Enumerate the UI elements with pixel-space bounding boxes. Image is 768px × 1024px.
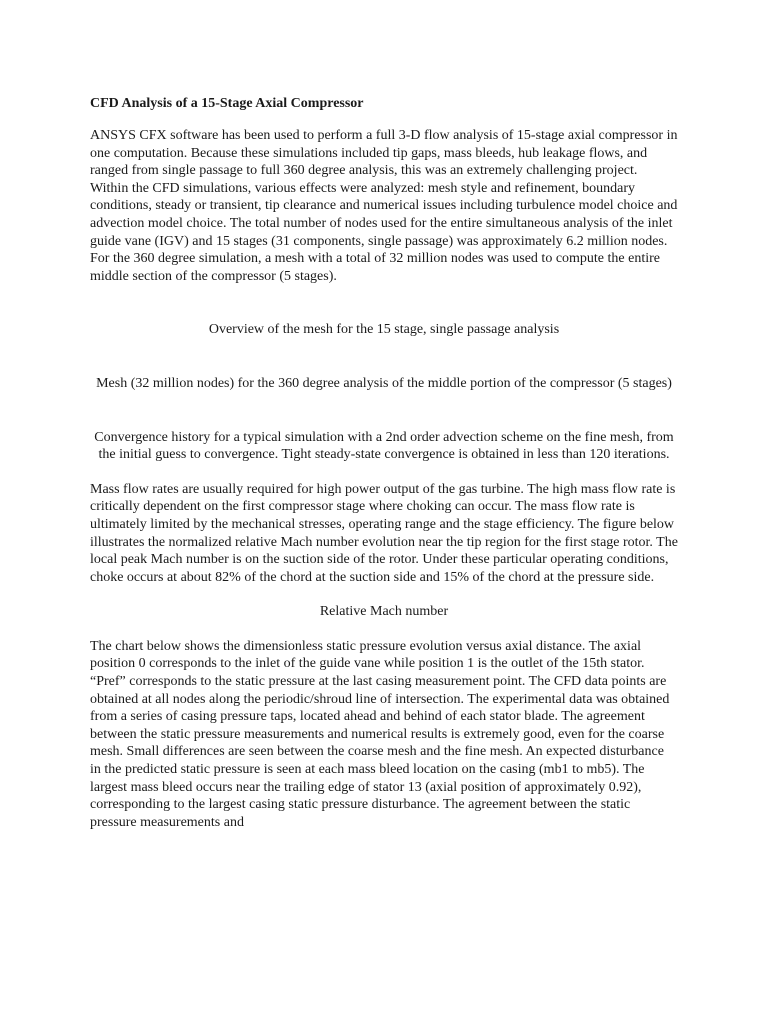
caption-mesh-overview: Overview of the mesh for the 15 stage, single passage analysis: [208, 322, 560, 338]
figure-gap: [90, 393, 678, 429]
figure-gap: [90, 586, 678, 603]
document-title: CFD Analysis of a 15-Stage Axial Compressor: [90, 96, 364, 111]
paragraph-gap: [90, 464, 678, 481]
mass-flow-paragraph: Mass flow rates are usually required for high power output of the gas turbine. The high mass flow rate is critically dependent on the first compressor stage where choking can occur. The mass flow rate is ultimately limited by the mechanical stresses, operating range and the stage efficiency. The figure below illustrates the normalized relative Mach number evolution near the tip region for the first stage rotor. The local peak Mach number is on the suction side of the rotor. Under these particular operating conditions, choke occurs at about 82% of the chord at the suction side and 15% of the chord at the pressure side.: [90, 481, 678, 585]
caption-convergence: Convergence history for a typical simulation with a 2nd order advection scheme on the fine mesh, from the initial guess to convergence. Tight steady-state convergence is obtained in less than 120 iterations.: [94, 429, 674, 463]
caption-mesh-360: Mesh (32 million nodes) for the 360 degree analysis of the middle portion of the compressor (5 stages): [96, 375, 672, 391]
intro-paragraph: ANSYS CFX software has been used to perform a full 3-D flow analysis of 15-stage axial compressor in one computation. Because these simulations included tip gaps, mass bleeds, hub leakage flows, and ranged from single passage to full 360 degree analysis, this was an extremely challenging project. Within the CFD simulations, various effects were analyzed: mesh style and refinement, boundary conditions, steady or transient, tip clearance and numerical issues including turbulence model choice and advection model choice. The total number of nodes used for the entire simultaneous analysis of the inlet guide vane (IGV) and 15 stages (31 components, single passage) was approximately 6.2 million nodes. For the 360 degree simulation, a mesh with a total of 32 million nodes was used to compute the entire middle section of the compressor (5 stages).: [90, 128, 678, 284]
caption-mach: Relative Mach number: [319, 604, 449, 620]
paragraph-gap: [90, 621, 678, 638]
pressure-paragraph: The chart below shows the dimensionless static pressure evolution versus axial distance. The axial position 0 corresponds to the inlet of the guide vane while position 1 is the outlet of the 15th stator. “Pref” corresponds to the static pressure at the last casing measurement point. The CFD data points are obtained at all nodes along the periodic/shroud line of intersection. The experimental data was obtained from a series of casing pressure taps, located ahead and behind of each stator blade. The agreement between the static pressure measurements and numerical results is extremely good, even for the coarse mesh. Small differences are seen between the coarse mesh and the fine mesh. An expected disturbance in the predicted static pressure is seen at each mass bleed location on the casing (mb1 to mb5). The largest mass bleed occurs near the trailing edge of stator 13 (axial position of approximately 0.92), corresponding to the largest casing static pressure disturbance. The agreement between the static pressure measurements and: [90, 638, 670, 830]
figure-gap: [90, 285, 678, 321]
figure-gap: [90, 339, 678, 375]
